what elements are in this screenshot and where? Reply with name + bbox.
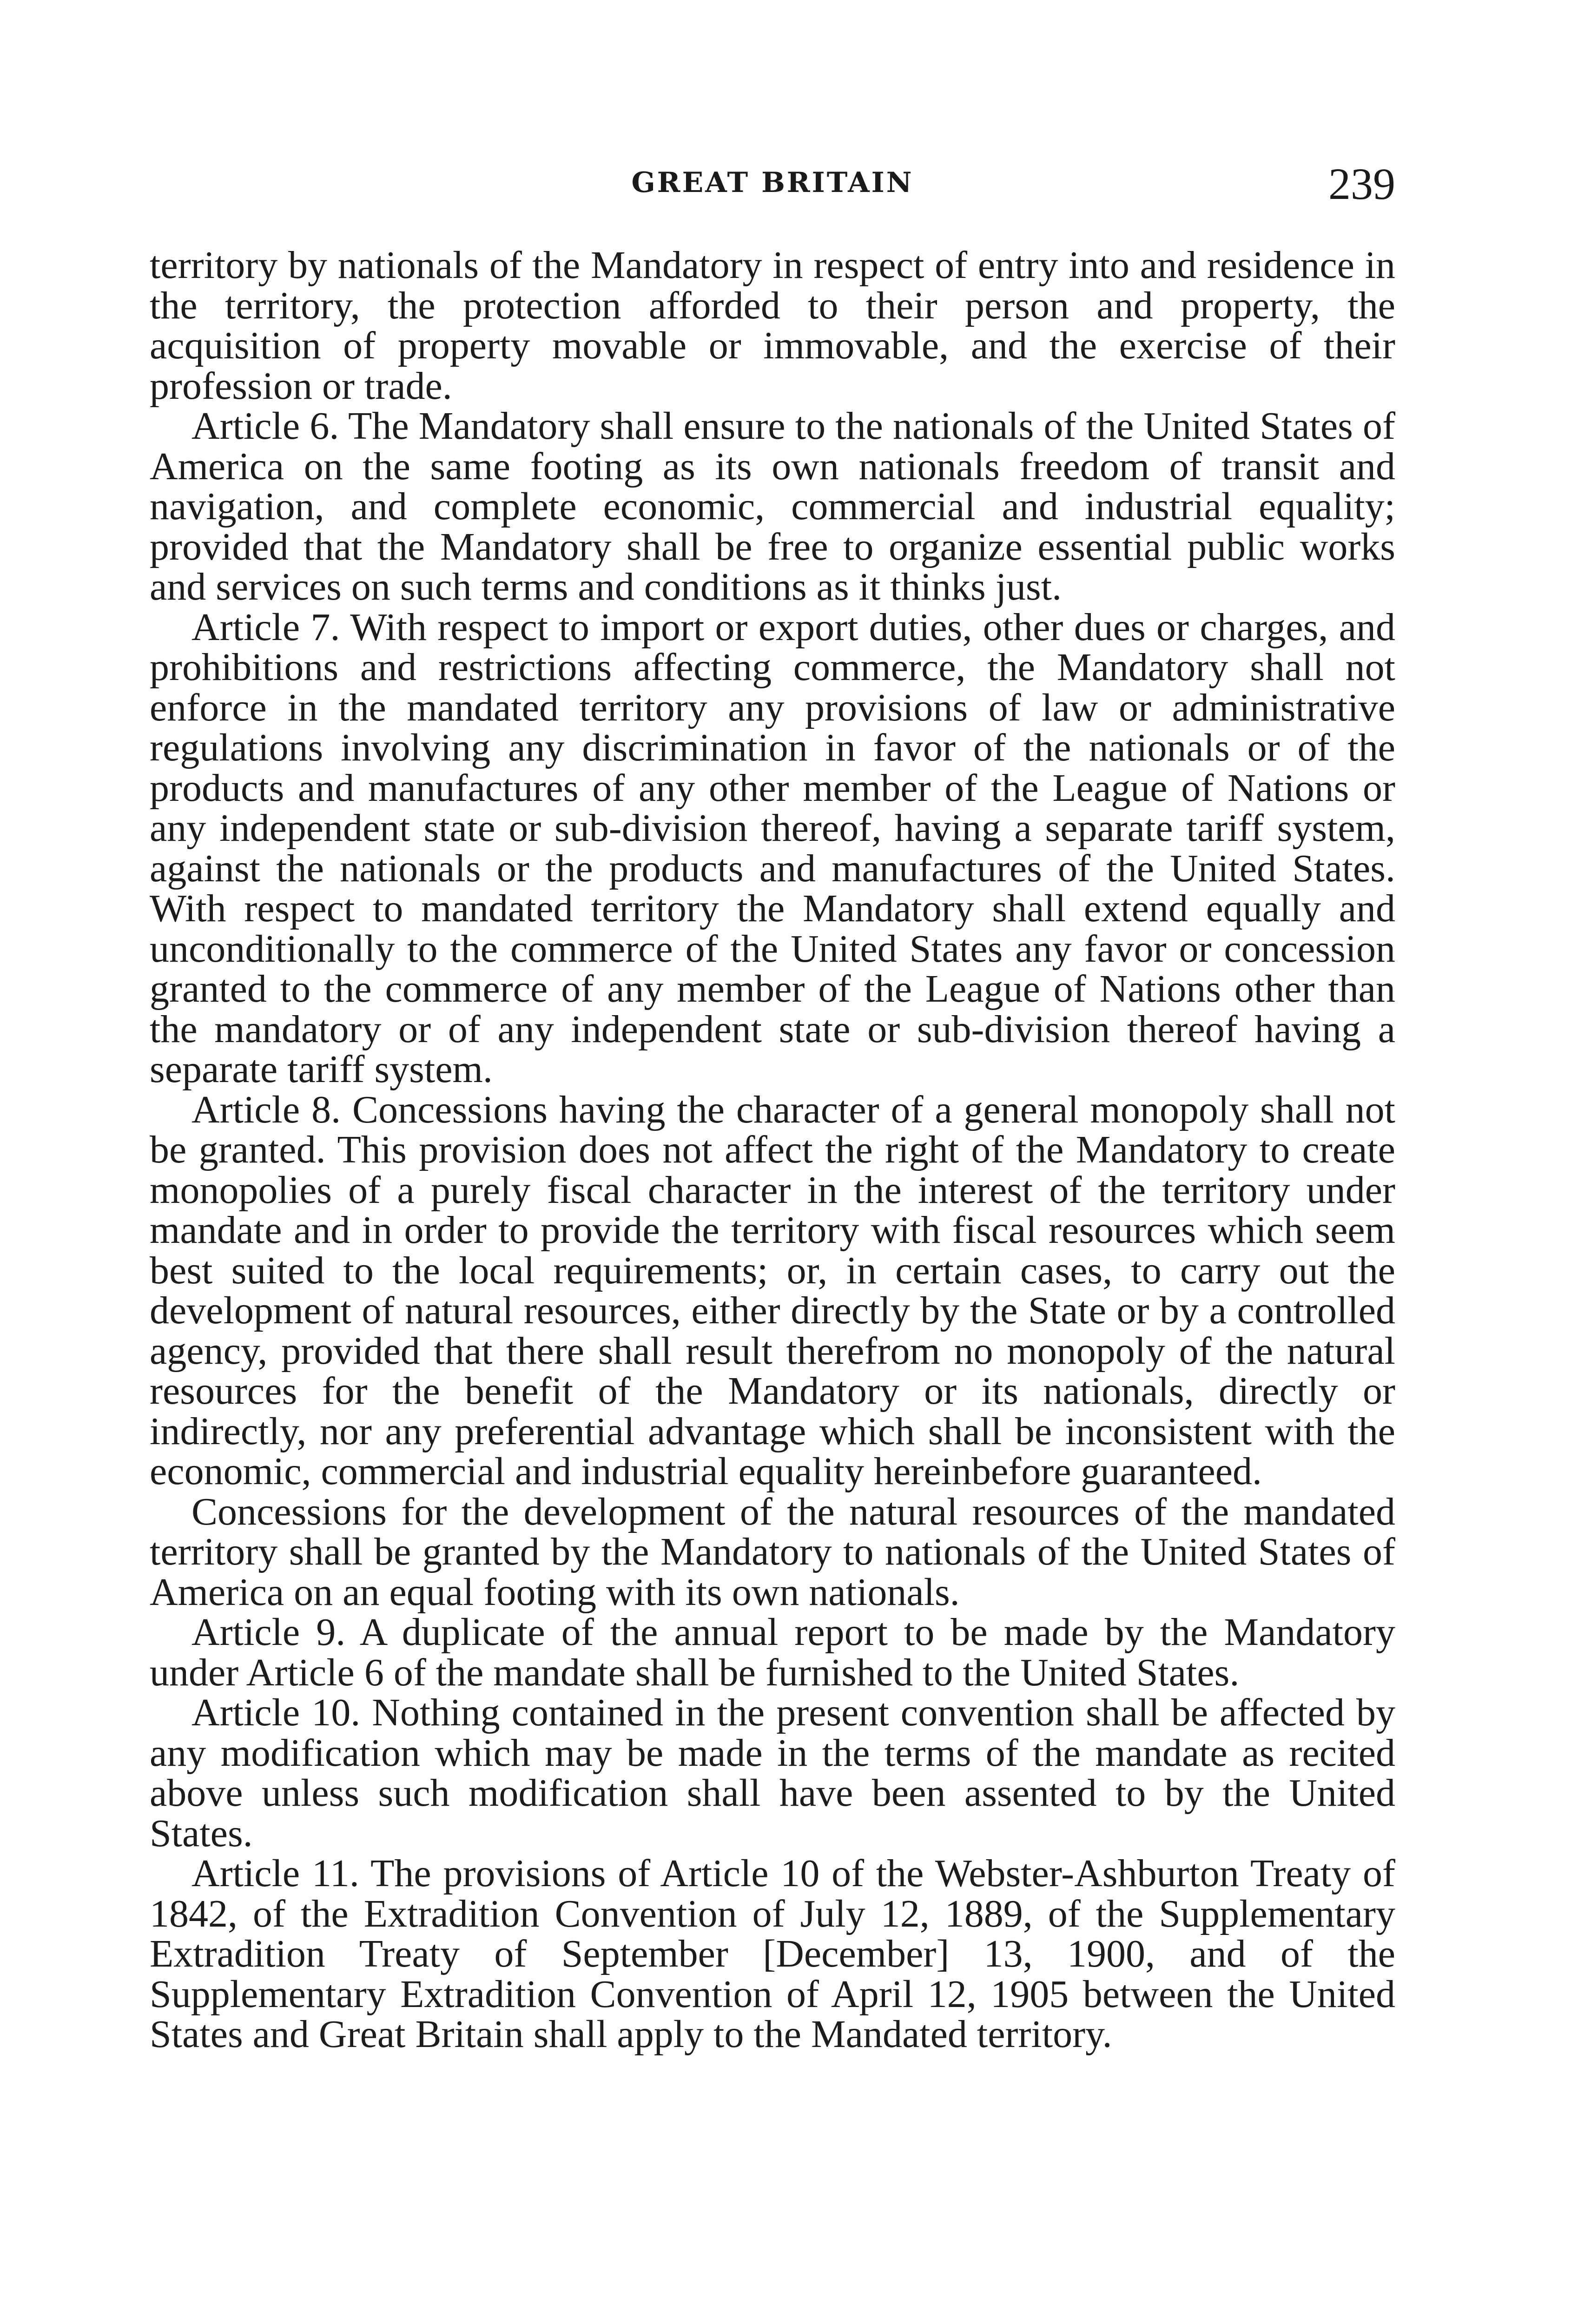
paragraph-article-9: Article 9. A duplicate of the annual report to be made by the Mandatory under Article 6 of the mandate shall be furnished to the United States.	[150, 1611, 1395, 1694]
paragraph-article-11: Article 11. The provisions of Article 10 of the Webster-Ashburton Treaty of 1842, of the Extradition Convention of July 12, 1889, of the Supplementary Extradition Treaty of September [December] 13, 1900, and of the Supplementary Extradition Convention of April 12, 1905 between the United States and Great Britain shall apply to the Mandated territory.	[150, 1852, 1395, 2056]
page-number: 239	[1328, 159, 1395, 209]
running-head	[150, 158, 1395, 218]
running-title: GREAT BRITAIN	[631, 166, 914, 199]
paragraph-concessions: Concessions for the development of the natural resources of the mandated territory shall be granted by the Mandatory to nationals of the United States of America on an equal footing with its own nationals.	[150, 1490, 1395, 1614]
paragraph-continuation: territory by nationals of the Mandatory in respect of entry into and residence in the territory, the protection afforded to their person and property, the acquisition of property movable or immovable, and the exercise of their profession or trade.	[150, 244, 1395, 408]
paragraph-article-7: Article 7. With respect to import or export duties, other dues or charges, and prohibitions and restrictions affecting commerce, the Mandatory shall not enforce in the mandated territory any provisions of law or administrative regulations involving any discrimination in favor of the nationals or of the products and manufactures of any other member of the League of Nations or any independent state or sub-division thereof, having a separate tariff system, against the nationals or the products and manufactures of the United States. With respect to mandated territory the Mandatory shall extend equally and unconditionally to the commerce of the United States any favor or concession granted to the commerce of any member of the League of Nations other than the mandatory or of any independent state or sub-division thereof having a separate tariff system.	[150, 605, 1395, 1091]
paragraph-article-10: Article 10. Nothing contained in the present convention shall be affected by any modification which may be made in the terms of the mandate as recited above unless such modification shall have been assented to by the United States.	[150, 1691, 1395, 1855]
paragraph-article-6: Article 6. The Mandatory shall ensure to the nationals of the United States of America on the same footing as its own nationals freedom of transit and navigation, and complete economic, commercial and industrial equality; provided that the Mandatory shall be free to organize essential public works and services on such terms and conditions as it thinks just.	[150, 404, 1395, 608]
body-text	[150, 245, 1395, 2055]
paragraph-article-8: Article 8. Concessions having the character of a general monopoly shall not be granted. This provision does not affect the right of the Mandatory to create monopolies of a purely fiscal character in the interest of the territory under mandate and in order to provide the territory with fiscal resources which seem best suited to the local requirements; or, in certain cases, to carry out the development of natural resources, either directly by the State or by a controlled agency, provided that there shall result therefrom no monopoly of the natural resources for the benefit of the Mandatory or its nationals, directly or indirectly, nor any preferential advantage which shall be inconsistent with the economic, commercial and industrial equality hereinbefore guaranteed.	[150, 1088, 1395, 1493]
